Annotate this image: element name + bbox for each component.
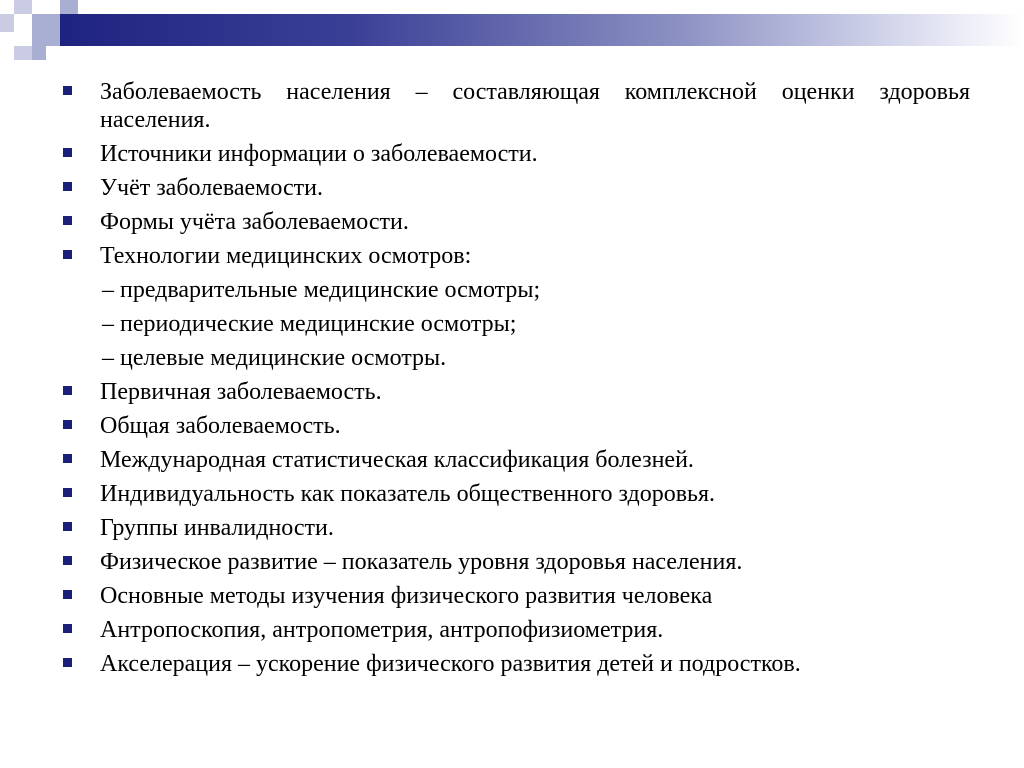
list-item-text: Международная статистическая классификация болезней. — [100, 447, 694, 473]
list-item — [60, 548, 970, 576]
list-item-text: Общая заболеваемость. — [100, 413, 341, 439]
list-item — [60, 78, 970, 134]
decor-square — [14, 0, 32, 14]
list-item-text: Индивидуальность как показатель общественного здоровья. — [100, 481, 716, 507]
list-item — [60, 616, 970, 644]
list-item — [60, 140, 970, 168]
list-item — [60, 446, 970, 474]
list-item — [60, 480, 970, 508]
list-item — [60, 650, 970, 678]
list-item-text: – целевые медицинские осмотры. — [102, 345, 447, 371]
decor-square — [32, 14, 60, 46]
list-item-text: Акселерация – ускорение физического развития детей и подростков. — [100, 651, 801, 677]
slide-content — [60, 78, 970, 684]
header-gradient-band — [60, 14, 1024, 46]
bullet-list — [60, 78, 970, 678]
list-item-text: Основные методы изучения физического развития человека — [100, 583, 713, 609]
list-item — [60, 378, 970, 406]
list-item-text: – предварительные медицинские осмотры; — [102, 277, 541, 303]
list-item — [60, 582, 970, 610]
list-item-text: Заболеваемость населения – составляющая комплексной оценки здоровья населения. — [100, 79, 970, 133]
decor-square — [32, 46, 46, 60]
list-item — [60, 412, 970, 440]
list-item — [60, 174, 970, 202]
list-item — [60, 242, 970, 270]
list-item-text: Источники информации о заболеваемости. — [100, 141, 538, 167]
list-item-text: Учёт заболеваемости. — [100, 175, 323, 201]
list-item — [60, 208, 970, 236]
list-item-text: Первичная заболеваемость. — [100, 379, 382, 405]
list-item — [60, 514, 970, 542]
list-item-text: Формы учёта заболеваемости. — [100, 209, 409, 235]
list-item-text: – периодические медицинские осмотры; — [102, 311, 517, 337]
sub-list-item — [60, 310, 970, 338]
list-item-text: Технологии медицинских осмотров: — [100, 243, 472, 269]
list-item-text: Физическое развитие – показатель уровня здоровья населения. — [100, 549, 743, 575]
decor-square — [60, 0, 78, 14]
sub-list-item — [60, 276, 970, 304]
list-item-text: Антропоскопия, антропометрия, антропофизиометрия. — [100, 617, 664, 643]
decor-square — [14, 46, 32, 60]
decor-square — [0, 14, 14, 32]
sub-list-item — [60, 344, 970, 372]
list-item-text: Группы инвалидности. — [100, 515, 334, 541]
